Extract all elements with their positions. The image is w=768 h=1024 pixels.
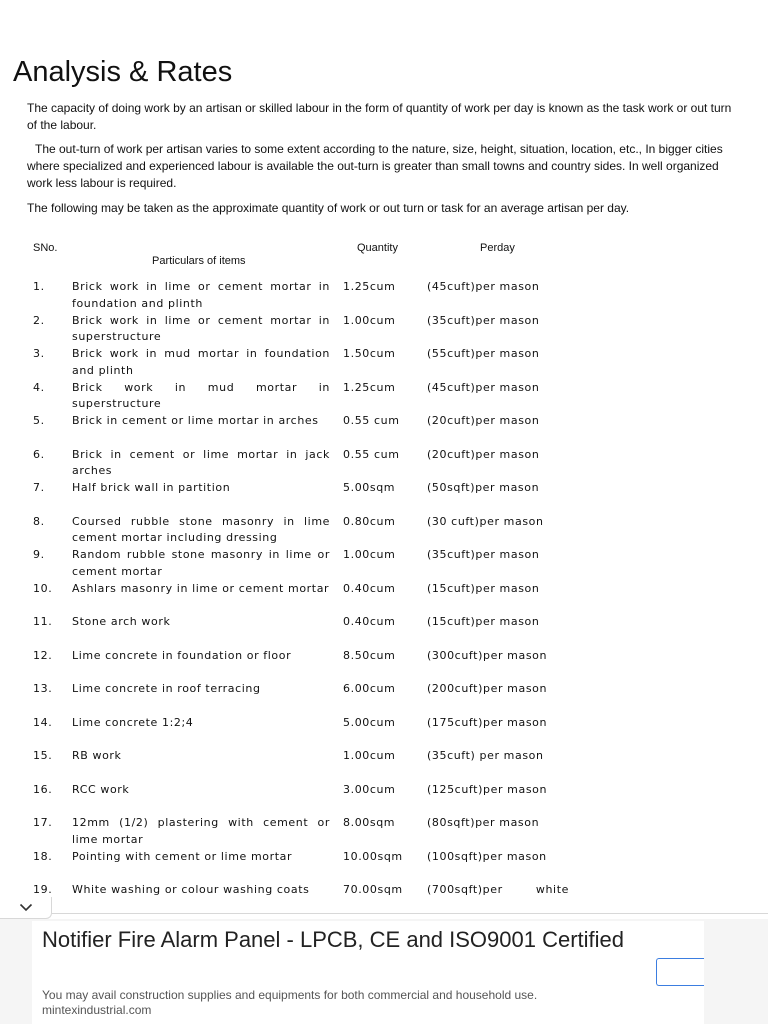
- row-perday: (20cuft)per mason: [427, 414, 540, 427]
- row-quantity: 1.00cum: [343, 548, 396, 561]
- row-quantity: 5.00cum: [343, 715, 396, 729]
- row-perday: (300cuft)per mason: [427, 648, 548, 662]
- ad-title[interactable]: Notifier Fire Alarm Panel - LPCB, CE and ISO9001 Certified: [42, 927, 625, 952]
- ad-description: You may avail construction supplies and equipments for both commercial and household use.: [42, 988, 538, 1002]
- row-particulars: RB work: [72, 749, 122, 762]
- row-particulars: Stone arch work: [72, 615, 171, 628]
- row-perday: (80sqft)per mason: [427, 816, 540, 829]
- row-quantity: 1.50cum: [343, 347, 396, 360]
- row-quantity: 1.25cum: [343, 280, 396, 293]
- header-sno: SNo.: [33, 242, 58, 254]
- intro-paragraph-1: The capacity of doing work by an artisan or skilled labour in the form of quantity of work per day is known as the task work or out turn of the labour.: [27, 101, 732, 132]
- row-quantity: 0.40cum: [343, 615, 396, 628]
- page-title: Analysis & Rates: [13, 56, 233, 88]
- row-quantity: 5.00sqm: [343, 481, 396, 494]
- row-sno: 7.: [33, 481, 45, 494]
- row-perday: (20cuft)per mason: [427, 447, 540, 461]
- chevron-down-icon: [19, 903, 33, 912]
- row-perday: (45cuft)per mason: [427, 380, 540, 394]
- row-sno: 16.: [33, 782, 53, 796]
- row-sno: 8.: [33, 514, 45, 528]
- row-sno: 12.: [33, 648, 53, 662]
- row-particulars: White washing or colour washing coats: [72, 883, 310, 896]
- row-sno: 18.: [33, 849, 53, 863]
- row-quantity: 8.00sqm: [343, 816, 396, 829]
- row-quantity: 0.80cum: [343, 514, 396, 528]
- row-particulars: Lime concrete 1:2;4: [72, 715, 194, 729]
- ad-domain[interactable]: mintexindustrial.com: [42, 1003, 152, 1017]
- row-perday: (125cuft)per mason: [427, 782, 548, 796]
- header-particulars: Particulars of items: [152, 255, 246, 267]
- row-quantity: 70.00sqm: [343, 883, 403, 896]
- row-sno: 4.: [33, 380, 45, 394]
- row-perday: (30 cuft)per mason: [427, 514, 544, 528]
- row-particulars: Brick work in lime or cement mortar in foundation and plinth: [72, 280, 330, 310]
- row-particulars: Lime concrete in roof terracing: [72, 682, 261, 695]
- row-sno: 19.: [33, 883, 53, 896]
- row-sno: 6.: [33, 447, 45, 461]
- row-particulars: Brick in cement or lime mortar in jack arches: [72, 447, 330, 478]
- header-perday: Perday: [480, 242, 515, 254]
- row-sno: 13.: [33, 682, 53, 695]
- row-particulars: Brick work in lime or cement mortar in superstructure: [72, 313, 330, 344]
- row-perday: (35cuft) per mason: [427, 749, 544, 762]
- row-particulars: Coursed rubble stone masonry in lime cement mortar including dressing: [72, 514, 330, 545]
- row-sno: 2.: [33, 313, 45, 327]
- row-quantity: 0.55 cum: [343, 414, 400, 427]
- row-sno: 3.: [33, 347, 45, 360]
- row-sno: 14.: [33, 715, 53, 729]
- ad-container: [0, 919, 768, 1024]
- row-particulars: Pointing with cement or lime mortar: [72, 849, 293, 863]
- row-sno: 9.: [33, 548, 45, 561]
- row-quantity: 1.25cum: [343, 380, 396, 394]
- row-particulars: RCC work: [72, 782, 130, 796]
- row-perday: (15cuft)per mason: [427, 581, 540, 595]
- row-perday: (55cuft)per mason: [427, 347, 540, 360]
- row-particulars: Brick work in mud mortar in superstructure: [72, 380, 330, 411]
- row-sno: 10.: [33, 581, 53, 595]
- row-perday: (100sqft)per mason: [427, 849, 547, 863]
- row-particulars: Ashlars masonry in lime or cement mortar: [72, 581, 330, 595]
- row-sno: 15.: [33, 749, 53, 762]
- ad-open-button[interactable]: [656, 958, 704, 986]
- row-quantity: 8.50cum: [343, 648, 396, 662]
- row-quantity: 3.00cum: [343, 782, 396, 796]
- divider: [52, 913, 768, 914]
- row-sno: 5.: [33, 414, 45, 427]
- row-perday: (35cuft)per mason: [427, 548, 540, 561]
- row-perday: (45cuft)per mason: [427, 280, 540, 293]
- row-perday: (175cuft)per mason: [427, 715, 548, 729]
- row-quantity: 0.55 cum: [343, 447, 400, 461]
- row-particulars: Lime concrete in foundation or floor: [72, 648, 292, 662]
- row-particulars: Brick work in mud mortar in foundation and plinth: [72, 347, 330, 377]
- header-quantity: Quantity: [357, 242, 398, 254]
- row-quantity: 0.40cum: [343, 581, 396, 595]
- row-particulars: Half brick wall in partition: [72, 481, 231, 494]
- row-perday: (35cuft)per mason: [427, 313, 540, 327]
- row-perday: (50sqft)per mason: [427, 481, 540, 494]
- row-particulars: 12mm (1/2) plastering with cement or lime mortar: [72, 816, 330, 846]
- row-quantity: 1.00cum: [343, 749, 396, 762]
- row-perday: (200cuft)per mason: [427, 682, 548, 695]
- row-sno: 1.: [33, 280, 45, 293]
- ad-card[interactable]: [32, 921, 704, 1024]
- intro-paragraph-2: The out-turn of work per artisan varies to some extent according to the nature, size, height, situation, location, etc., In bigger cities where specialized and experienced labour is available the out-turn is greater than small towns and country sides. In well organized work less labour is required.: [27, 142, 723, 190]
- ad-banner: [0, 897, 768, 1024]
- row-quantity: 6.00cum: [343, 682, 396, 695]
- row-particulars: Brick in cement or lime mortar in arches: [72, 414, 319, 427]
- row-sno: 11.: [33, 615, 53, 628]
- row-perday: (15cuft)per mason: [427, 615, 540, 628]
- intro-paragraph-3: The following may be taken as the approximate quantity of work or out turn or task for an average artisan per day.: [27, 201, 630, 215]
- row-sno: 17.: [33, 816, 53, 829]
- row-particulars: Random rubble stone masonry in lime or cement mortar: [72, 548, 330, 578]
- row-perday: (700sqft)per white: [427, 883, 569, 896]
- row-quantity: 10.00sqm: [343, 849, 403, 863]
- row-quantity: 1.00cum: [343, 313, 396, 327]
- ad-collapse-toggle[interactable]: [0, 897, 52, 919]
